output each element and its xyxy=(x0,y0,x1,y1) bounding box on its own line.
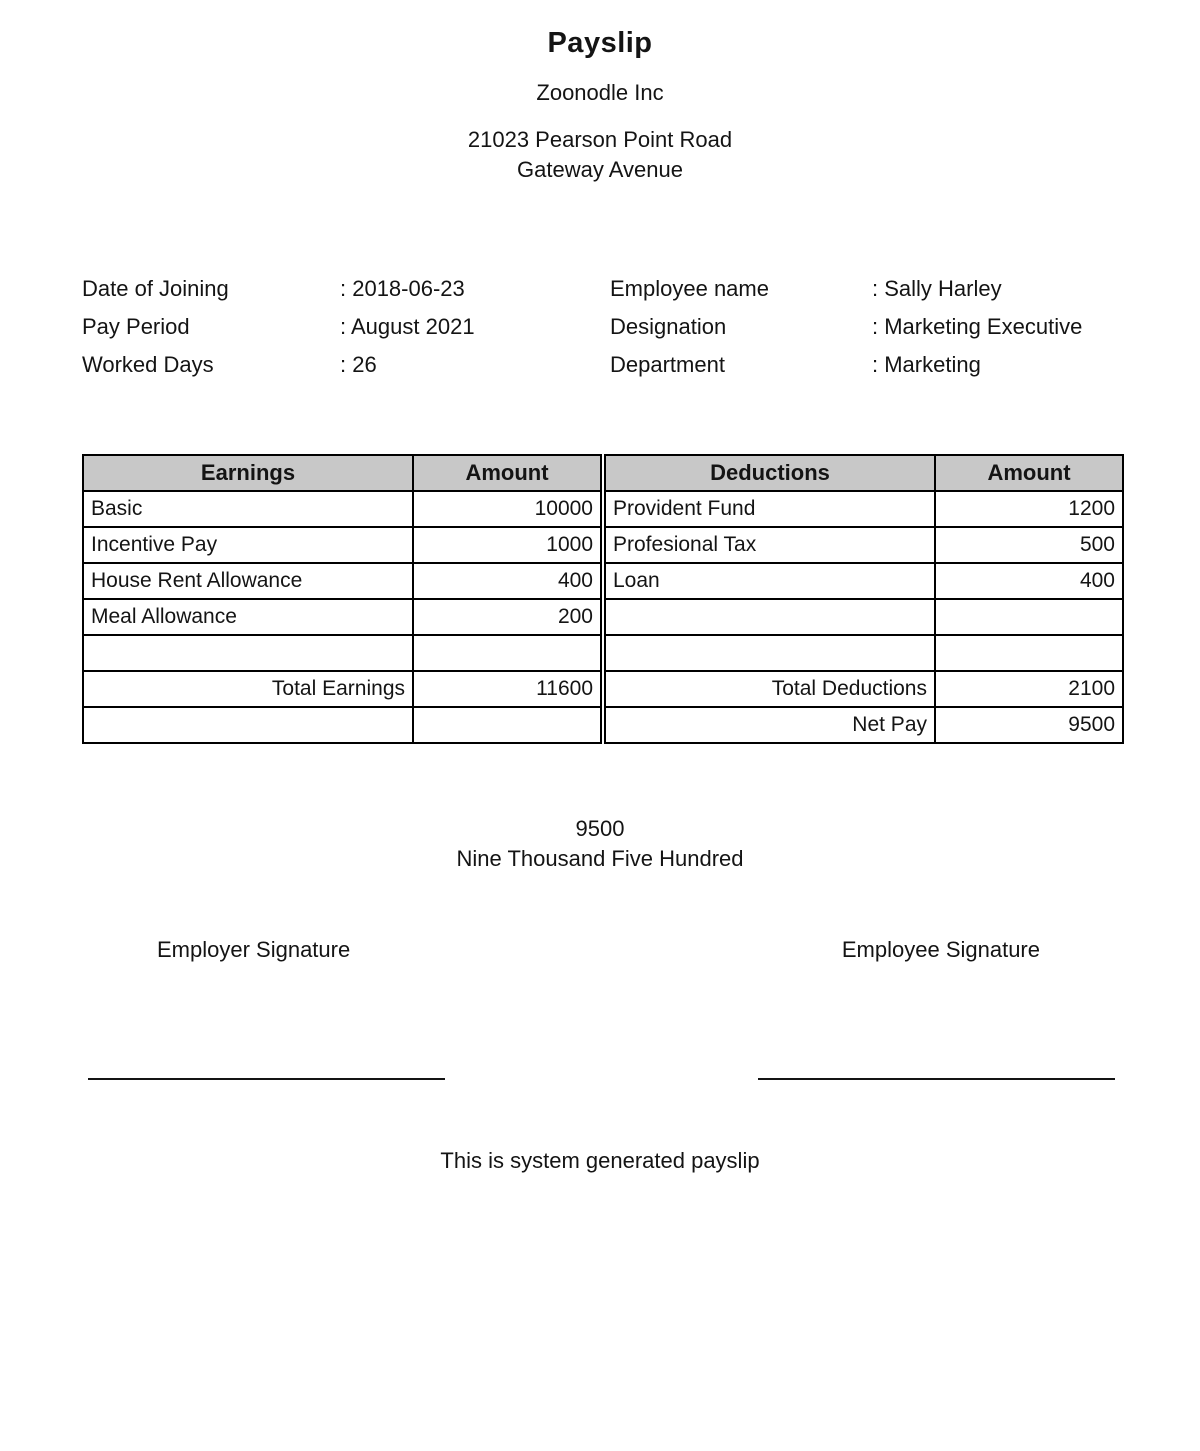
info-row-date-of-joining xyxy=(82,270,610,308)
deductions-row-amount xyxy=(935,599,1123,635)
designation-label: Designation xyxy=(610,314,727,339)
earnings-row-label xyxy=(83,707,413,743)
employee-info-section xyxy=(82,270,1200,384)
earnings-row-amount: 200 xyxy=(413,599,601,635)
table-row xyxy=(83,599,601,635)
table-row-empty xyxy=(83,635,601,671)
earnings-row-label: Incentive Pay xyxy=(83,527,413,563)
earnings-header: Earnings xyxy=(83,455,413,491)
department-label: Department xyxy=(610,352,725,377)
pay-table xyxy=(82,454,1200,744)
date-of-joining-label: Date of Joining xyxy=(82,276,229,301)
employee-info-left-column xyxy=(82,270,610,384)
employee-name-value: : Sally Harley xyxy=(872,276,1002,301)
earnings-row-label: Basic xyxy=(83,491,413,527)
table-row xyxy=(83,563,601,599)
employee-info-right-column xyxy=(610,270,1170,384)
deductions-row-label xyxy=(605,635,935,671)
deductions-header-row xyxy=(605,455,1123,491)
date-of-joining-value: : 2018-06-23 xyxy=(340,276,465,301)
worked-days-value: : 26 xyxy=(340,352,377,377)
earnings-row-amount: 10000 xyxy=(413,491,601,527)
netpay-in-words: Nine Thousand Five Hundred xyxy=(456,846,744,871)
company-name: Zoonodle Inc xyxy=(536,80,664,105)
worked-days-label: Worked Days xyxy=(82,352,214,377)
deductions-row-amount: 400 xyxy=(935,563,1123,599)
employer-signature-line xyxy=(88,1078,445,1080)
employee-signature-label: Employee Signature xyxy=(841,937,1040,962)
deductions-row-amount xyxy=(935,635,1123,671)
total-deductions-label: Total Deductions xyxy=(605,671,935,707)
deductions-amount-header: Amount xyxy=(935,455,1123,491)
deductions-table xyxy=(604,454,1124,744)
total-earnings-label: Total Earnings xyxy=(83,671,413,707)
table-row-empty xyxy=(605,635,1123,671)
signature-lines xyxy=(0,1078,1200,1080)
earnings-row-label xyxy=(83,635,413,671)
company-address xyxy=(0,125,1200,185)
netpay-amount: 9500 xyxy=(575,816,625,841)
pay-period-label: Pay Period xyxy=(82,314,190,339)
table-row xyxy=(83,527,601,563)
department-value: : Marketing xyxy=(872,352,981,377)
employer-signature-label: Employer Signature xyxy=(157,937,351,962)
table-row xyxy=(605,563,1123,599)
earnings-row-amount xyxy=(413,707,601,743)
earnings-table xyxy=(82,454,602,744)
earnings-row-label: House Rent Allowance xyxy=(83,563,413,599)
earnings-row-label: Meal Allowance xyxy=(83,599,413,635)
deductions-row-label xyxy=(605,599,935,635)
system-generated-note: This is system generated payslip xyxy=(440,1148,760,1173)
earnings-row-amount: 1000 xyxy=(413,527,601,563)
deductions-row-label: Loan xyxy=(605,563,935,599)
earnings-row-amount: 400 xyxy=(413,563,601,599)
info-row-designation xyxy=(610,308,1170,346)
table-row xyxy=(605,527,1123,563)
netpay-summary xyxy=(0,814,1200,874)
total-earnings-row xyxy=(83,671,601,707)
total-deductions-row xyxy=(605,671,1123,707)
earnings-amount-header: Amount xyxy=(413,455,601,491)
designation-value: : Marketing Executive xyxy=(872,314,1083,339)
earnings-row-amount xyxy=(413,635,601,671)
company-address-line2: Gateway Avenue xyxy=(517,157,683,182)
info-row-employee-name xyxy=(610,270,1170,308)
deductions-row-label: Provident Fund xyxy=(605,491,935,527)
total-deductions-value: 2100 xyxy=(935,671,1123,707)
pay-period-value: : August 2021 xyxy=(340,314,475,339)
deductions-row-amount: 500 xyxy=(935,527,1123,563)
net-pay-row xyxy=(605,707,1123,743)
info-row-pay-period xyxy=(82,308,610,346)
company-address-line1: 21023 Pearson Point Road xyxy=(467,127,733,152)
earnings-header-row xyxy=(83,455,601,491)
table-row-empty xyxy=(83,707,601,743)
total-earnings-value: 11600 xyxy=(413,671,601,707)
signature-labels xyxy=(0,937,1200,963)
info-row-worked-days xyxy=(82,346,610,384)
table-row-empty xyxy=(605,599,1123,635)
info-row-department xyxy=(610,346,1170,384)
employee-name-label: Employee name xyxy=(610,276,769,301)
table-row xyxy=(83,491,601,527)
deductions-header: Deductions xyxy=(605,455,935,491)
deductions-row-amount: 1200 xyxy=(935,491,1123,527)
deductions-row-label: Profesional Tax xyxy=(605,527,935,563)
net-pay-value: 9500 xyxy=(935,707,1123,743)
employee-signature-line xyxy=(758,1078,1115,1080)
net-pay-label: Net Pay xyxy=(605,707,935,743)
table-row xyxy=(605,491,1123,527)
page-title: Payslip xyxy=(547,27,653,59)
